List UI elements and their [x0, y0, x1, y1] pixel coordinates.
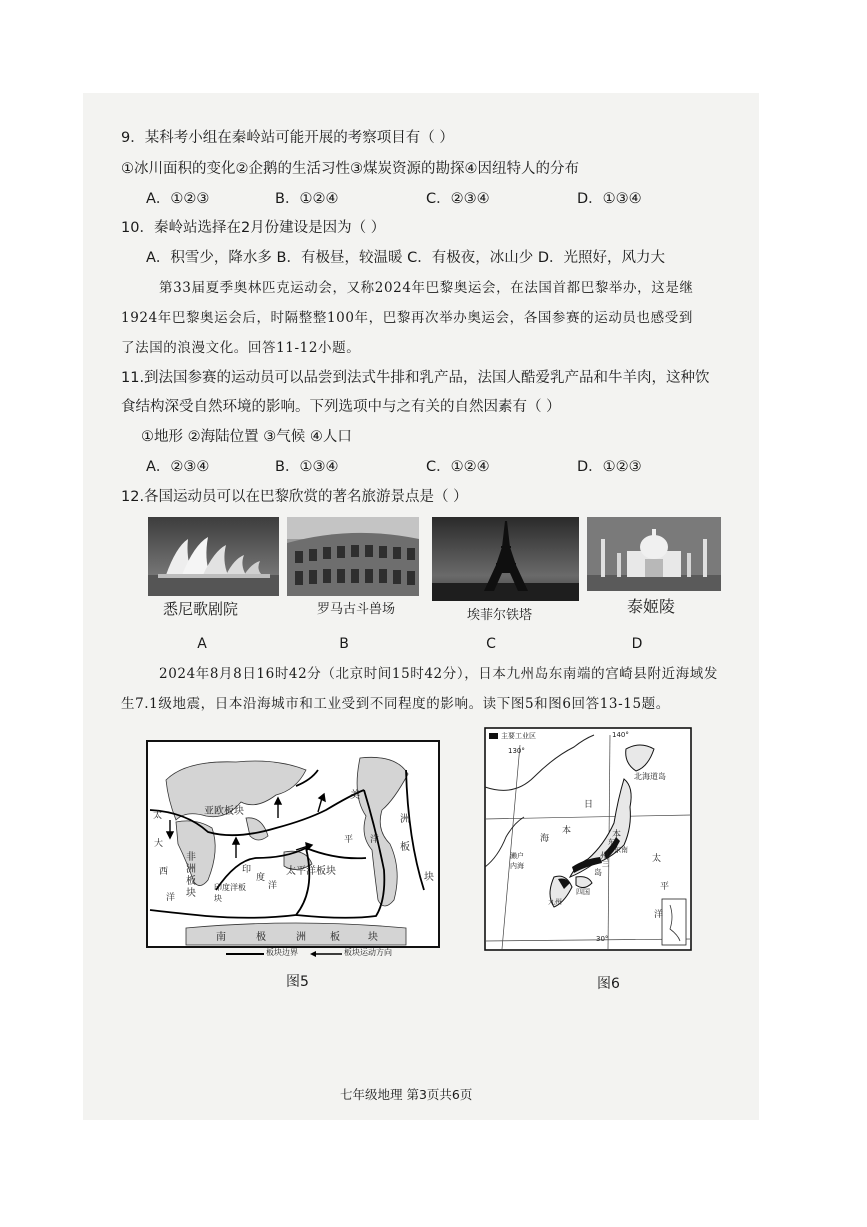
- japan-map: [484, 727, 692, 951]
- label-america-4: 块: [424, 872, 434, 883]
- label-ben: 本: [562, 826, 572, 836]
- letter-a: A: [197, 636, 207, 652]
- q11-option-b: B．①③④: [275, 459, 339, 475]
- page-footer: 七年级地理 第3页共6页: [340, 1087, 473, 1102]
- caption-b: 罗马古斗兽场: [317, 602, 396, 617]
- q9-option-d: D．①③④: [577, 191, 642, 207]
- label-african-4: 块: [186, 888, 196, 899]
- lon-130-label: 130°: [508, 747, 525, 755]
- letter-c: C: [486, 636, 496, 652]
- label-ocean-2: 平: [344, 835, 354, 845]
- label-antarctic-4: 板: [330, 932, 340, 943]
- label-ocean-9: 洋: [268, 881, 278, 891]
- passage2-line2: 生7.1级地震，日本沿海城市和工业受到不同程度的影响。读下图5和图6回答13-15题。: [121, 696, 670, 712]
- fig6-caption: 图6: [597, 976, 620, 992]
- label-america-3: 板: [400, 842, 410, 853]
- label-african-2: 洲: [186, 864, 196, 875]
- passage2-line1: 2024年8月8日16时42分（北京时间15时42分），日本九州岛东南端的宫崎县附近海域发: [159, 666, 718, 682]
- letter-d: D: [631, 636, 643, 652]
- label-zhou: 州: [600, 852, 610, 862]
- q11-stem-line2: 食结构深受自然环境的影响。下列选项中与之有关的自然因素有（ ）: [121, 399, 561, 415]
- label-yang: 洋: [654, 910, 664, 920]
- label-antarctic-3: 洲: [296, 932, 306, 943]
- q11-stem-line1: 11.到法国参赛的运动员可以品尝到法式牛排和乳产品，法国人酷爱乳产品和牛羊肉，这种饮: [121, 370, 710, 386]
- q9-option-a: A．①②③: [146, 191, 210, 207]
- q9-stem: 9．某科考小组在秦岭站可能开展的考察项目有（ ）: [121, 130, 454, 146]
- label-nanjing: 东南: [614, 846, 628, 854]
- label-hokkaido: 北海道岛: [634, 772, 666, 781]
- label-antarctic-5: 块: [368, 932, 378, 943]
- fig5-caption: 图5: [286, 974, 309, 990]
- label-indian-plate: 印度洋板块: [214, 883, 246, 903]
- label-tai: 太: [652, 854, 662, 864]
- q11-option-a: A．②③④: [146, 459, 210, 475]
- lon-140-label: 140°: [612, 731, 629, 739]
- colosseum-photo: [287, 517, 419, 596]
- plate-tectonics-map: [146, 740, 440, 960]
- label-america-2: 洲: [400, 814, 410, 825]
- label-pacific-plate: 太平洋板块: [286, 866, 336, 877]
- label-ocean-8: 度: [256, 873, 266, 883]
- label-ocean-6: 洋: [166, 893, 176, 903]
- label-dongnan: 东: [608, 838, 615, 846]
- legend-industrial: 主要工业区: [501, 732, 536, 740]
- caption-c: 埃菲尔铁塔: [467, 608, 533, 623]
- caption-a: 悉尼歌剧院: [163, 600, 239, 618]
- legend-boundary: 板块边界: [266, 948, 298, 957]
- label-ping: 平: [660, 882, 670, 892]
- passage1-line3: 了法国的浪漫文化。回答11-12小题。: [121, 340, 361, 356]
- passage1-line2: 1924年巴黎奥运会后，时隔整整100年，巴黎再次举办奥运会，各国参赛的运动员也感受到: [121, 310, 693, 326]
- label-ben2: 本: [612, 830, 622, 840]
- sydney-opera-house-photo: [148, 517, 279, 596]
- label-african-1: 非: [186, 852, 196, 863]
- label-jiuzhou: 九州: [548, 898, 562, 906]
- label-antarctic-1: 南: [216, 932, 226, 943]
- q10-options: A．积雪少，降水多 B．有极昼，较温暖 C．有极夜，冰山少 D．光照好，风力大: [146, 250, 665, 266]
- taj-mahal-photo: [587, 517, 721, 591]
- q9-items: ①冰川面积的变化②企鹅的生活习性③煤炭资源的勘探④因纽特人的分布: [121, 161, 579, 177]
- label-setonaikai: 濑户内海: [510, 852, 524, 870]
- q9-option-c: C．②③④: [426, 191, 490, 207]
- label-antarctic-2: 极: [256, 932, 266, 943]
- q11-option-c: C．①②④: [426, 459, 490, 475]
- q12-stem: 12.各国运动员可以在巴黎欣赏的著名旅游景点是（ ）: [121, 489, 468, 505]
- q11-option-d: D．①②③: [577, 459, 642, 475]
- label-ocean-5: 西: [159, 867, 169, 877]
- label-african-3: 板: [186, 876, 196, 887]
- label-dao: 岛: [594, 868, 602, 877]
- label-hai: 海: [540, 834, 550, 844]
- passage1-line1: 第33届夏季奥林匹克运动会，又称2024年巴黎奥运会，在法国首都巴黎举办，这是继: [159, 280, 694, 296]
- label-ocean-4: 大: [154, 839, 164, 849]
- lat-30-label: 30°: [596, 935, 609, 943]
- caption-d: 泰姬陵: [627, 597, 676, 616]
- label-siguo: 四国: [576, 888, 590, 896]
- label-ocean-7: 印: [242, 865, 252, 875]
- label-ocean-3: 洋: [370, 835, 380, 845]
- label-shi: 三: [602, 860, 609, 868]
- q10-stem: 10．秦岭站选择在2月份建设是因为（ ）: [121, 220, 386, 236]
- eiffel-tower-photo: [432, 517, 579, 601]
- legend-motion: 板块运动方向: [344, 948, 392, 957]
- letter-b: B: [339, 636, 349, 652]
- q9-option-b: B．①②④: [275, 191, 339, 207]
- label-ri: 日: [584, 800, 594, 810]
- label-ocean-1: 太: [153, 811, 163, 821]
- label-eurasian-plate: 亚欧板块: [204, 806, 244, 817]
- q11-items: ①地形 ②海陆位置 ③气候 ④人口: [141, 429, 352, 445]
- label-america-1: 美: [350, 790, 360, 801]
